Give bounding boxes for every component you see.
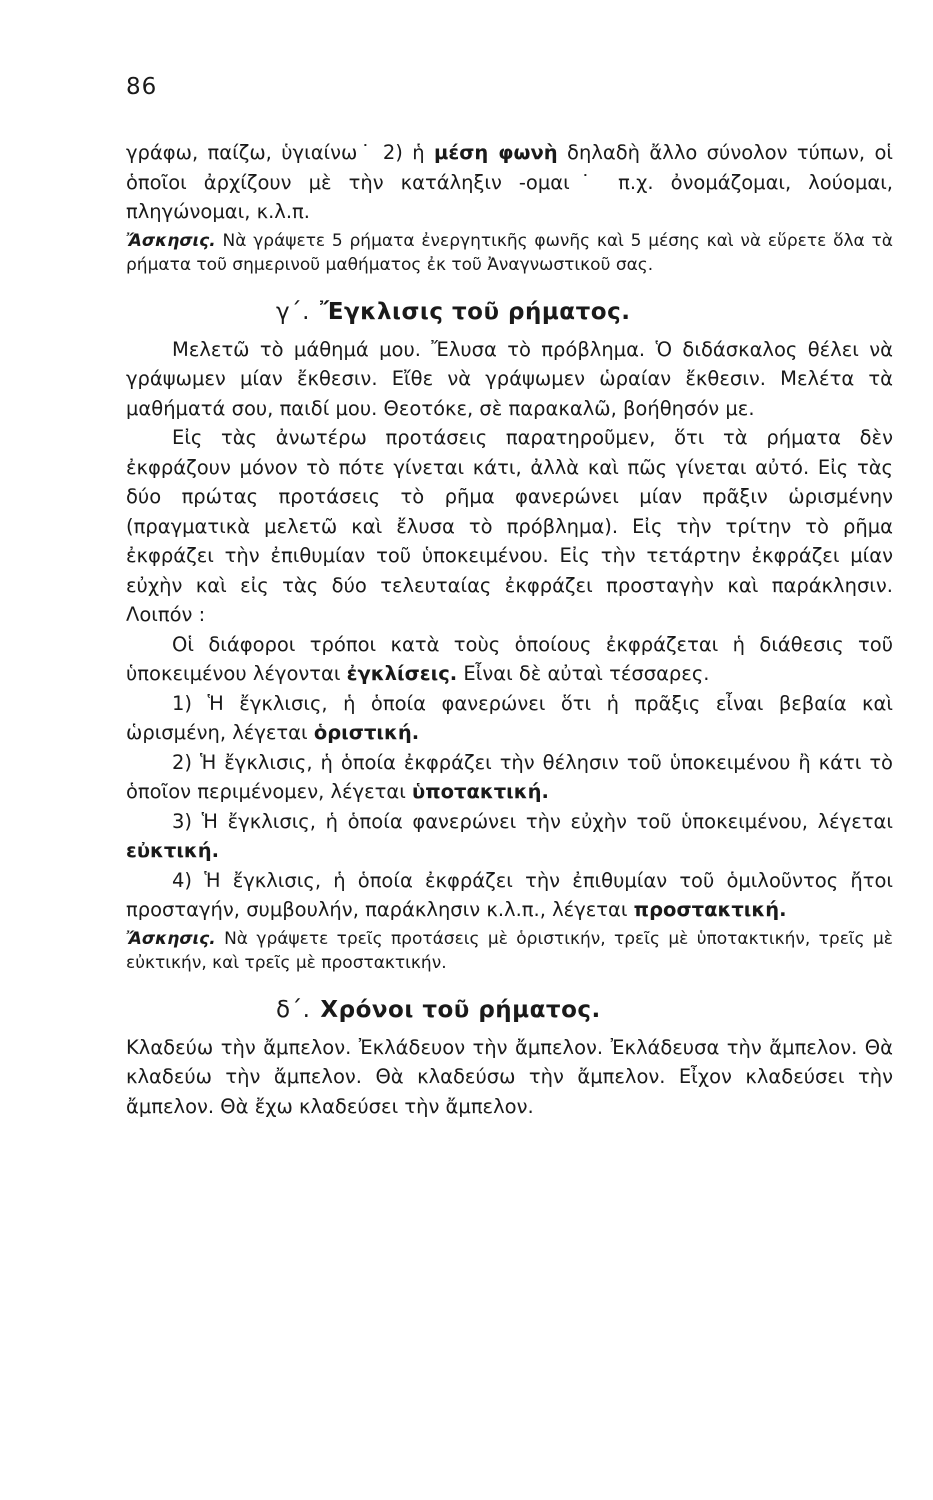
page-number: 86 bbox=[126, 74, 158, 100]
mood-item-3-text: 3) Ἡ ἔγκλισις, ἡ ὁποία φανερώνει τὴν εὐχὴν τοῦ ὑποκειμένου, λέγεται bbox=[172, 809, 893, 833]
section-title-tenses bbox=[276, 997, 893, 1023]
section-heading-g: Ἔγκλισις τοῦ ρήματος. bbox=[319, 298, 631, 325]
definition-term: ἐγκλίσεις. bbox=[346, 662, 458, 685]
mood-item-1 bbox=[126, 689, 893, 748]
exercise-1 bbox=[126, 229, 893, 277]
intro-term: μέση φωνὴ bbox=[434, 141, 558, 164]
section-heading-d: Χρόνοι τοῦ ρήματος. bbox=[320, 996, 601, 1023]
mood-item-3 bbox=[126, 807, 893, 866]
mood-item-4-text: 4) Ἡ ἔγκλισις, ἡ ὁποία ἐκφράζει τὴν ἐπιθυμίαν τοῦ ὁμιλοῦντος ἤτοι προσταγήν, συμβουλήν, παράκλησιν κ.λ.π., λέγεται bbox=[126, 868, 893, 921]
mood-item-1-term: ὁριστική. bbox=[313, 721, 420, 744]
exercise-2 bbox=[126, 927, 893, 975]
definition-text-2: Εἶναι δὲ αὐταὶ τέσσαρες. bbox=[457, 662, 710, 685]
mood-item-2-text: 2) Ἡ ἔγκλισις, ἡ ὁποία ἐκφράζει τὴν θέλησιν τοῦ ὑποκειμένου ἢ κάτι τὸ ὁποῖον περιμένομεν, λέγεται bbox=[126, 750, 893, 803]
exercise-2-label: Ἄσκησις. bbox=[126, 928, 216, 949]
exercise-1-text: Νὰ γράψετε 5 ρήματα ἐνεργητικῆς φωνῆς καὶ 5 μέσης καὶ νὰ εὕρετε ὅλα τὰ ρήματα τοῦ σημερινοῦ μαθήματος ἐκ τοῦ Ἀναγνωστικοῦ σας. bbox=[126, 230, 893, 275]
mood-item-2-term: ὑποτακτική. bbox=[412, 780, 549, 803]
definition-text-1: Οἱ διάφοροι τρόποι κατὰ τοὺς ὁποίους ἐκφράζεται ἡ διάθεσις τοῦ ὑποκειμένου λέγονται bbox=[126, 632, 893, 685]
exercise-2-text: Νὰ γράψετε τρεῖς προτάσεις μὲ ὁριστικήν, τρεῖς μὲ ὑποτακτικήν, τρεῖς μὲ εὐκτικήν, καὶ τρεῖς μὲ προστακτικήν. bbox=[126, 928, 893, 973]
intro-text-1: γράφω, παίζω, ὑγιαίνω˙ 2) ἡ bbox=[126, 141, 435, 164]
section-marker-g: γ΄. bbox=[276, 298, 310, 325]
mood-item-4 bbox=[126, 866, 893, 925]
exercise-1-label: Ἄσκησις. bbox=[126, 230, 216, 251]
mood-examples-paragraph: Μελετῶ τὸ μάθημά μου. Ἔλυσα τὸ πρόβλημα. Ὁ διδάσκαλος θέλει νὰ γράψωμεν μίαν ἔκθεσιν. Εἴθε νὰ γράψωμεν ὡραίαν ἔκθεσιν. Μελέτα τὰ μαθήματά σου, παιδί μου. Θεοτόκε, σὲ παρακαλῶ, βοήθησόν με. bbox=[126, 337, 893, 420]
mood-item-1-text: 1) Ἡ ἔγκλισις, ἡ ὁποία φανερώνει ὅτι ἡ πρᾶξις εἶναι βεβαία καὶ ὡρισμένη, λέγεται bbox=[126, 691, 893, 744]
mood-item-4-term: προστακτική. bbox=[633, 898, 787, 921]
intro-paragraph bbox=[126, 138, 893, 227]
section-marker-d: δ΄. bbox=[276, 996, 311, 1023]
intro-text-2: δηλαδὴ ἄλλο σύνολον τύπων, οἱ ὁποῖοι ἀρχίζουν μὲ τὴν κατάληξιν -ομαι˙ π.χ. ὀνομάζομαι, λούομαι, πληγώνομαι, κ.λ.π. bbox=[126, 141, 893, 223]
section-title-mood bbox=[276, 299, 893, 325]
mood-item-3-term: εὐκτική. bbox=[126, 839, 220, 862]
mood-item-2 bbox=[126, 748, 893, 807]
tense-examples-paragraph: Κλαδεύω τὴν ἄμπελον. Ἐκλάδευον τὴν ἄμπελον. Ἐκλάδευσα τὴν ἄμπελον. Θὰ κλαδεύω τὴν ἄμπελον. Θὰ κλαδεύσω τὴν ἄμπελον. Εἶχον κλαδεύσει τὴν ἄμπελον. Θὰ ἔχω κλαδεύσει τὴν ἄμπελον. bbox=[126, 1035, 893, 1118]
mood-explanation-paragraph: Εἰς τὰς ἀνωτέρω προτάσεις παρατηροῦμεν, ὅτι τὰ ρήματα δὲν ἐκφράζουν μόνον τὸ πότε γίνεται κάτι, ἀλλὰ καὶ πῶς γίνεται αὐτό. Εἰς τὰς δύο πρώτας προτάσεις τὸ ρῆμα φανερώνει μίαν πρᾶξιν ὡρισμένην (πραγματικὰ μελετῶ καὶ ἔλυσα τὸ πρόβλημα). Εἰς τὴν τρίτην τὸ ρῆμα ἐκφράζει τὴν ἐπιθυμίαν τοῦ ὑποκειμένου. Εἰς τὴν τετάρτην ἐκφράζει μίαν εὐχὴν καὶ εἰς τὰς δύο τελευταίας ἐκφράζει προσταγὴν καὶ παράκλησιν. Λοιπόν : bbox=[126, 426, 893, 626]
mood-definition-paragraph bbox=[126, 630, 893, 689]
